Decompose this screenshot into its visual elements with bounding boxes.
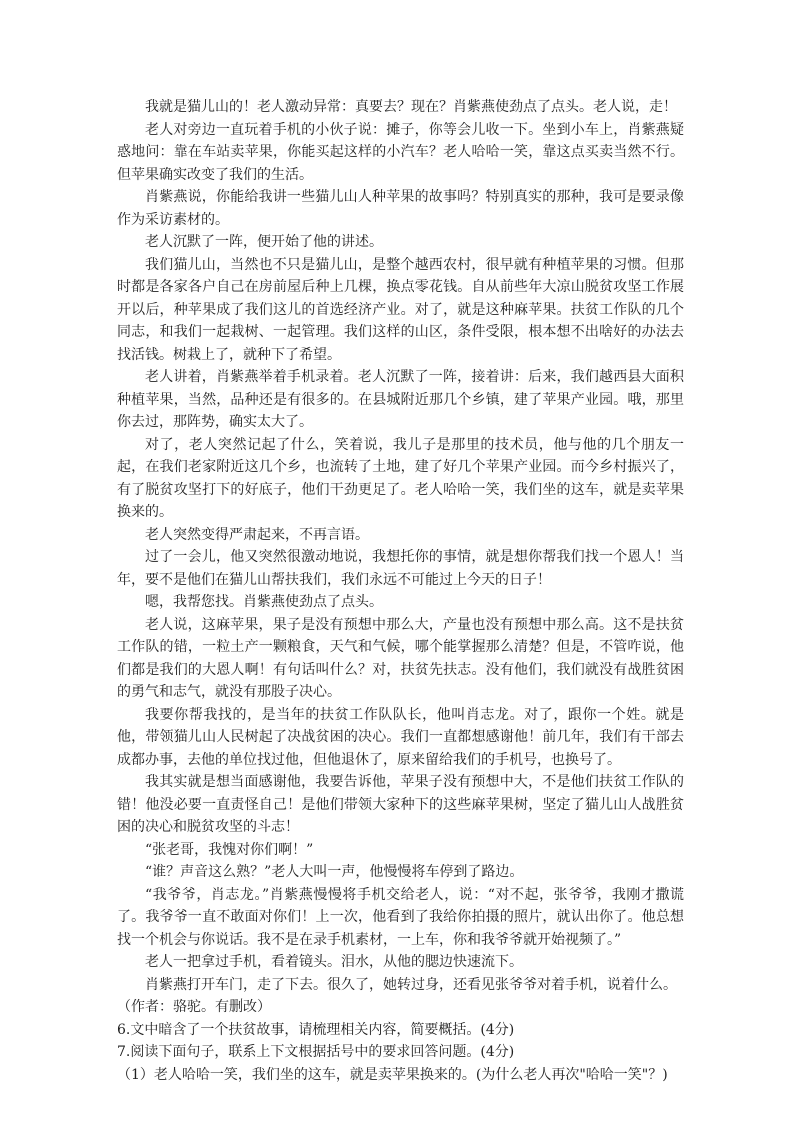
paragraph-16: “我爷爷，肖志龙。”肖紫燕慢慢将手机交给老人，说：“对不起，张爷爷，我刚才撒谎了。我爷爷一直不敢面对你们！上一次，他看到了我给你拍摄的照片，就认出你了。他总想找一个机会与你说话。我不是在录手机素材，一上车，你和我爷爷就开始视频了。” [117, 886, 684, 948]
source-note: （作者：骆驼。有删改） [117, 999, 271, 1015]
question-7: 7.阅读下面句子，联系上下文根据括号中的要求回答问题。(4分) [117, 1044, 515, 1060]
paragraph-6: 老人讲着，肖紫燕举着手机录着。老人沉默了一阵，接着讲：后来，我们越西县大面积种植苹果，当然，品种还是有很多的。在县城附近那几个乡镇，建了苹果产业园。哦，那里你去过，那阵势，确实太大了。 [117, 369, 684, 430]
paragraph-15: “谁？声音这么熟？”老人大叫一声，他慢慢将车停到了路边。 [145, 864, 524, 880]
paragraph-11: 老人说，这麻苹果，果子是没有预想中那么大，产量也没有预想中那么高。这不是扶贫工作队的错，一粒土产一颗粮食，天气和气候，哪个能掌握那么清楚？但是，不管咋说，他们都是我们的大恩人啊！有句话叫什么？对，扶贫先扶志。没有他们，我们就没有战胜贫困的勇气和志气，就没有那股子决心。 [117, 616, 684, 700]
paragraph-10: 嗯，我帮您找。肖紫燕使劲点了点头。 [145, 594, 383, 610]
paragraph-18: 肖紫燕打开车门，走了下去。很久了，她转过身，还看见张爷爷对着手机，说着什么。 [145, 976, 677, 993]
paragraph-8: 老人突然变得严肃起来，不再言语。 [145, 526, 369, 543]
paragraph-3: 肖紫燕说，你能给我讲一些猫儿山人种苹果的故事吗？特别真实的那种，我可是要录像作为采访素材的。 [117, 189, 684, 228]
paragraph-12: 我要你帮我找的，是当年的扶贫工作队队长，他叫肖志龙。对了，跟你一个姓。就是他，带领猫儿山人民树起了决战贫困的决心。我们一直都想感谢他！前几年，我们有干部去成都办事，去他的单位找过他，但他退休了，原来留给我们的手机号，也换号了。 [117, 706, 684, 768]
paragraph-2: 老人对旁边一直玩着手机的小伙子说：摊子，你等会儿收一下。坐到小车上，肖紫燕疑惑地问：靠在车站卖苹果，你能买起这样的小汽车？老人哈哈一笑，靠这点买卖当然不行。但苹果确实改变了我们的生活。 [117, 121, 684, 183]
paragraph-17: 老人一把拿过手机，看着镜头。泪水，从他的腮边快速流下。 [145, 954, 523, 970]
paragraph-13: 我其实就是想当面感谢他，我要告诉他，苹果子没有预想中大，不是他们扶贫工作队的错！他没必要一直责怪自己！是他们带领大家种下的这些麻苹果树，坚定了猫儿山人战胜贫困的决心和脱贫攻坚的斗志！ [117, 774, 684, 835]
paragraph-9: 过了一会儿，他又突然很激动地说，我想托你的事情，就是想你帮我们找一个恩人！当年，要不是他们在猫儿山帮扶我们，我们永远不可能过上今天的日子！ [117, 549, 684, 588]
question-6: 6.文中暗含了一个扶贫故事，请梳理相关内容，简要概括。(4分) [117, 1021, 515, 1038]
paragraph-14: “张老哥，我愧对你们啊！” [145, 841, 314, 858]
paragraph-1: 我就是猫儿山的！老人激动异常：真要去？现在？肖紫燕使劲点了点头。老人说，走！ [145, 99, 677, 115]
paragraph-5: 我们猫儿山，当然也不只是猫儿山，是整个越西农村，很早就有种植苹果的习惯。但那时都是各家各户自己在房前屋后种上几棵，换点零花钱。自从前些年大凉山脱贫攻坚工作展开以后，种苹果成了我们这儿的首选经济产业。对了，就是这种麻苹果。扶贫工作队的几个同志，和我们一起栽树、一起管理。我们这样的山区，条件受限，根本想不出啥好的办法去找活钱。树栽上了，就种下了希望。 [117, 256, 684, 363]
paragraph-4: 老人沉默了一阵，便开始了他的讲述。 [145, 234, 383, 250]
question-7-1: （1）老人哈哈一笑，我们坐的这车，就是卖苹果换来的。(为什么老人再次"哈哈一笑"？) [117, 1066, 668, 1083]
paragraph-7: 对了，老人突然记起了什么，笑着说，我儿子是那里的技术员，他与他的几个朋友一起，在我们老家附近这几个乡，也流转了土地，建了好几个苹果产业园。而今乡村振兴了，有了脱贫攻坚打下的好底子，他们干劲更足了。老人哈哈一笑，我们坐的这车，就是卖苹果换来的。 [117, 436, 684, 520]
